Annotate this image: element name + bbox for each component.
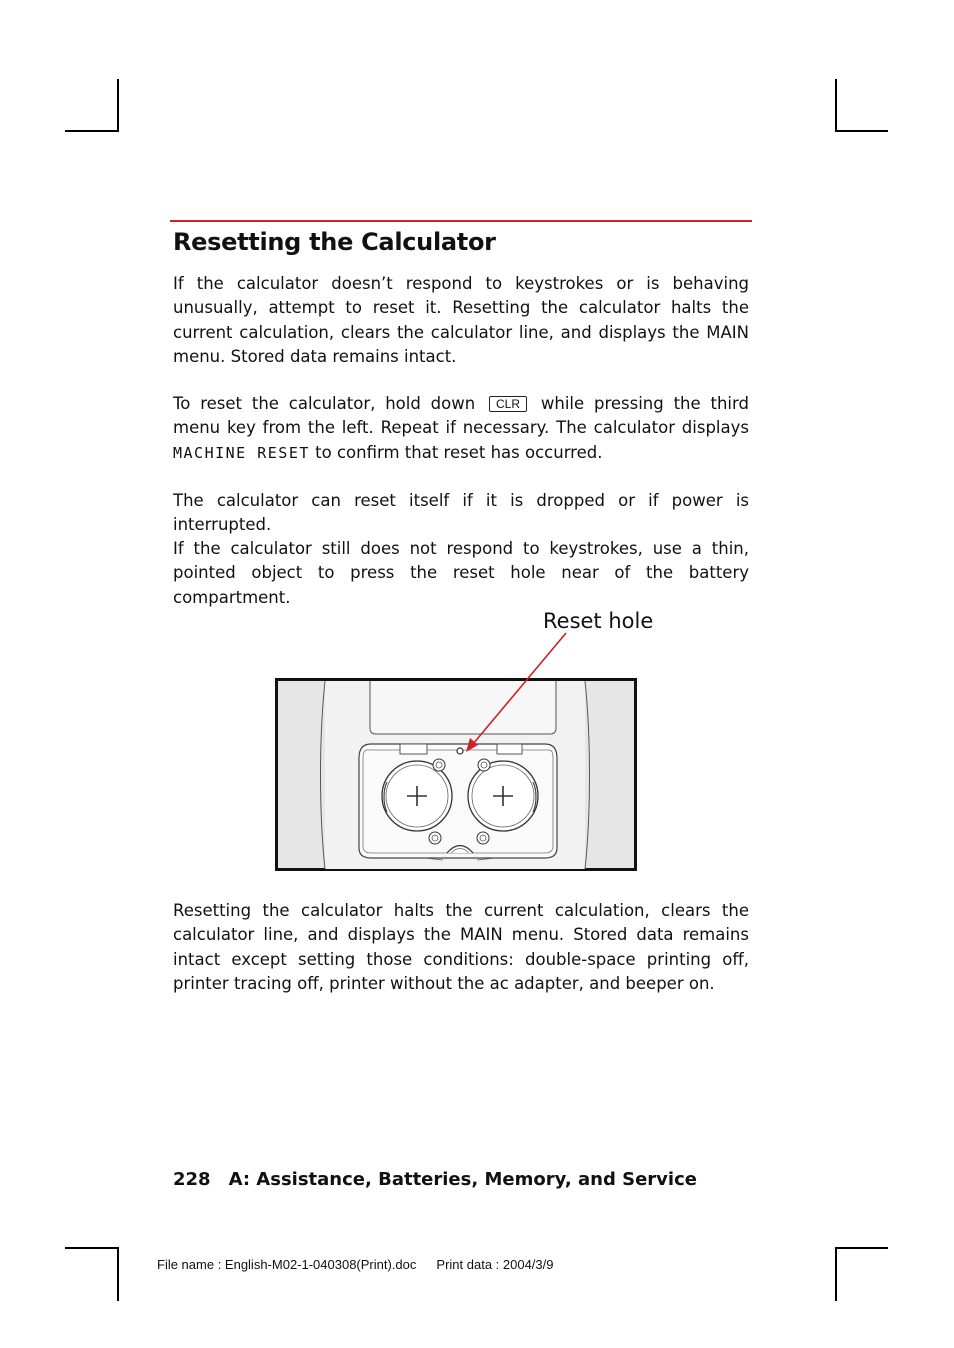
lcd-display-text: MACHINE RESET	[173, 443, 310, 462]
battery-right	[468, 761, 538, 831]
page-number: 228	[173, 1169, 211, 1190]
crop-mark-top-right-vertical	[835, 79, 837, 132]
battery-left	[382, 761, 452, 831]
crop-mark-top-right-horizontal	[835, 130, 888, 132]
clr-key: CLR	[489, 396, 527, 412]
reset-instructions-text-2: while pressing the third menu key from the left. Repeat if necessary. The calculator displays	[173, 394, 749, 438]
crop-mark-bottom-left-horizontal	[65, 1247, 118, 1249]
paragraph-reset-effects: Resetting the calculator halts the current calculation, clears the calculator line, and displays the MAIN menu. Stored data remains intact except setting those conditions: double-space printing off, printer tracing off, printer without the ac adapter, and beeper on.	[173, 901, 749, 993]
paragraph-self-reset: The calculator can reset itself if it is dropped or if power is interrupted.	[173, 491, 749, 535]
file-name: File name : English-M02-1-040308(Print).doc	[157, 1257, 417, 1272]
crop-mark-bottom-left-vertical	[117, 1247, 119, 1301]
section-rule	[170, 220, 752, 222]
paragraph-intro: If the calculator doesn’t respond to keystrokes or is behaving unusually, attempt to reset it. Resetting the calculator halts the current calculation, clears the calculator line, and displays the MAIN menu. Stored data remains intact.	[173, 274, 749, 366]
crop-mark-bottom-right-vertical	[835, 1247, 837, 1301]
crop-mark-top-left-vertical	[117, 79, 119, 132]
paragraph-reset-instructions	[173, 392, 749, 465]
paragraph-reset-hole: If the calculator still does not respond to keystrokes, use a thin, pointed object to press the reset hole near of the battery compartment.	[173, 539, 749, 607]
reset-hole[interactable]	[457, 748, 463, 754]
crop-mark-top-left-horizontal	[65, 130, 118, 132]
reset-instructions-text-3: to confirm that reset has occurred.	[315, 442, 603, 462]
battery-compartment-illustration	[275, 678, 637, 871]
print-file-info	[157, 1257, 554, 1272]
print-date: Print data : 2004/3/9	[436, 1257, 554, 1272]
page-footer	[173, 1169, 697, 1190]
reset-hole-callout-label: Reset hole	[543, 609, 654, 633]
crop-mark-bottom-right-horizontal	[835, 1247, 888, 1249]
section-title: Resetting the Calculator	[173, 228, 496, 256]
chapter-title: A: Assistance, Batteries, Memory, and Service	[228, 1169, 697, 1190]
reset-instructions-text-1: To reset the calculator, hold down	[173, 394, 476, 413]
